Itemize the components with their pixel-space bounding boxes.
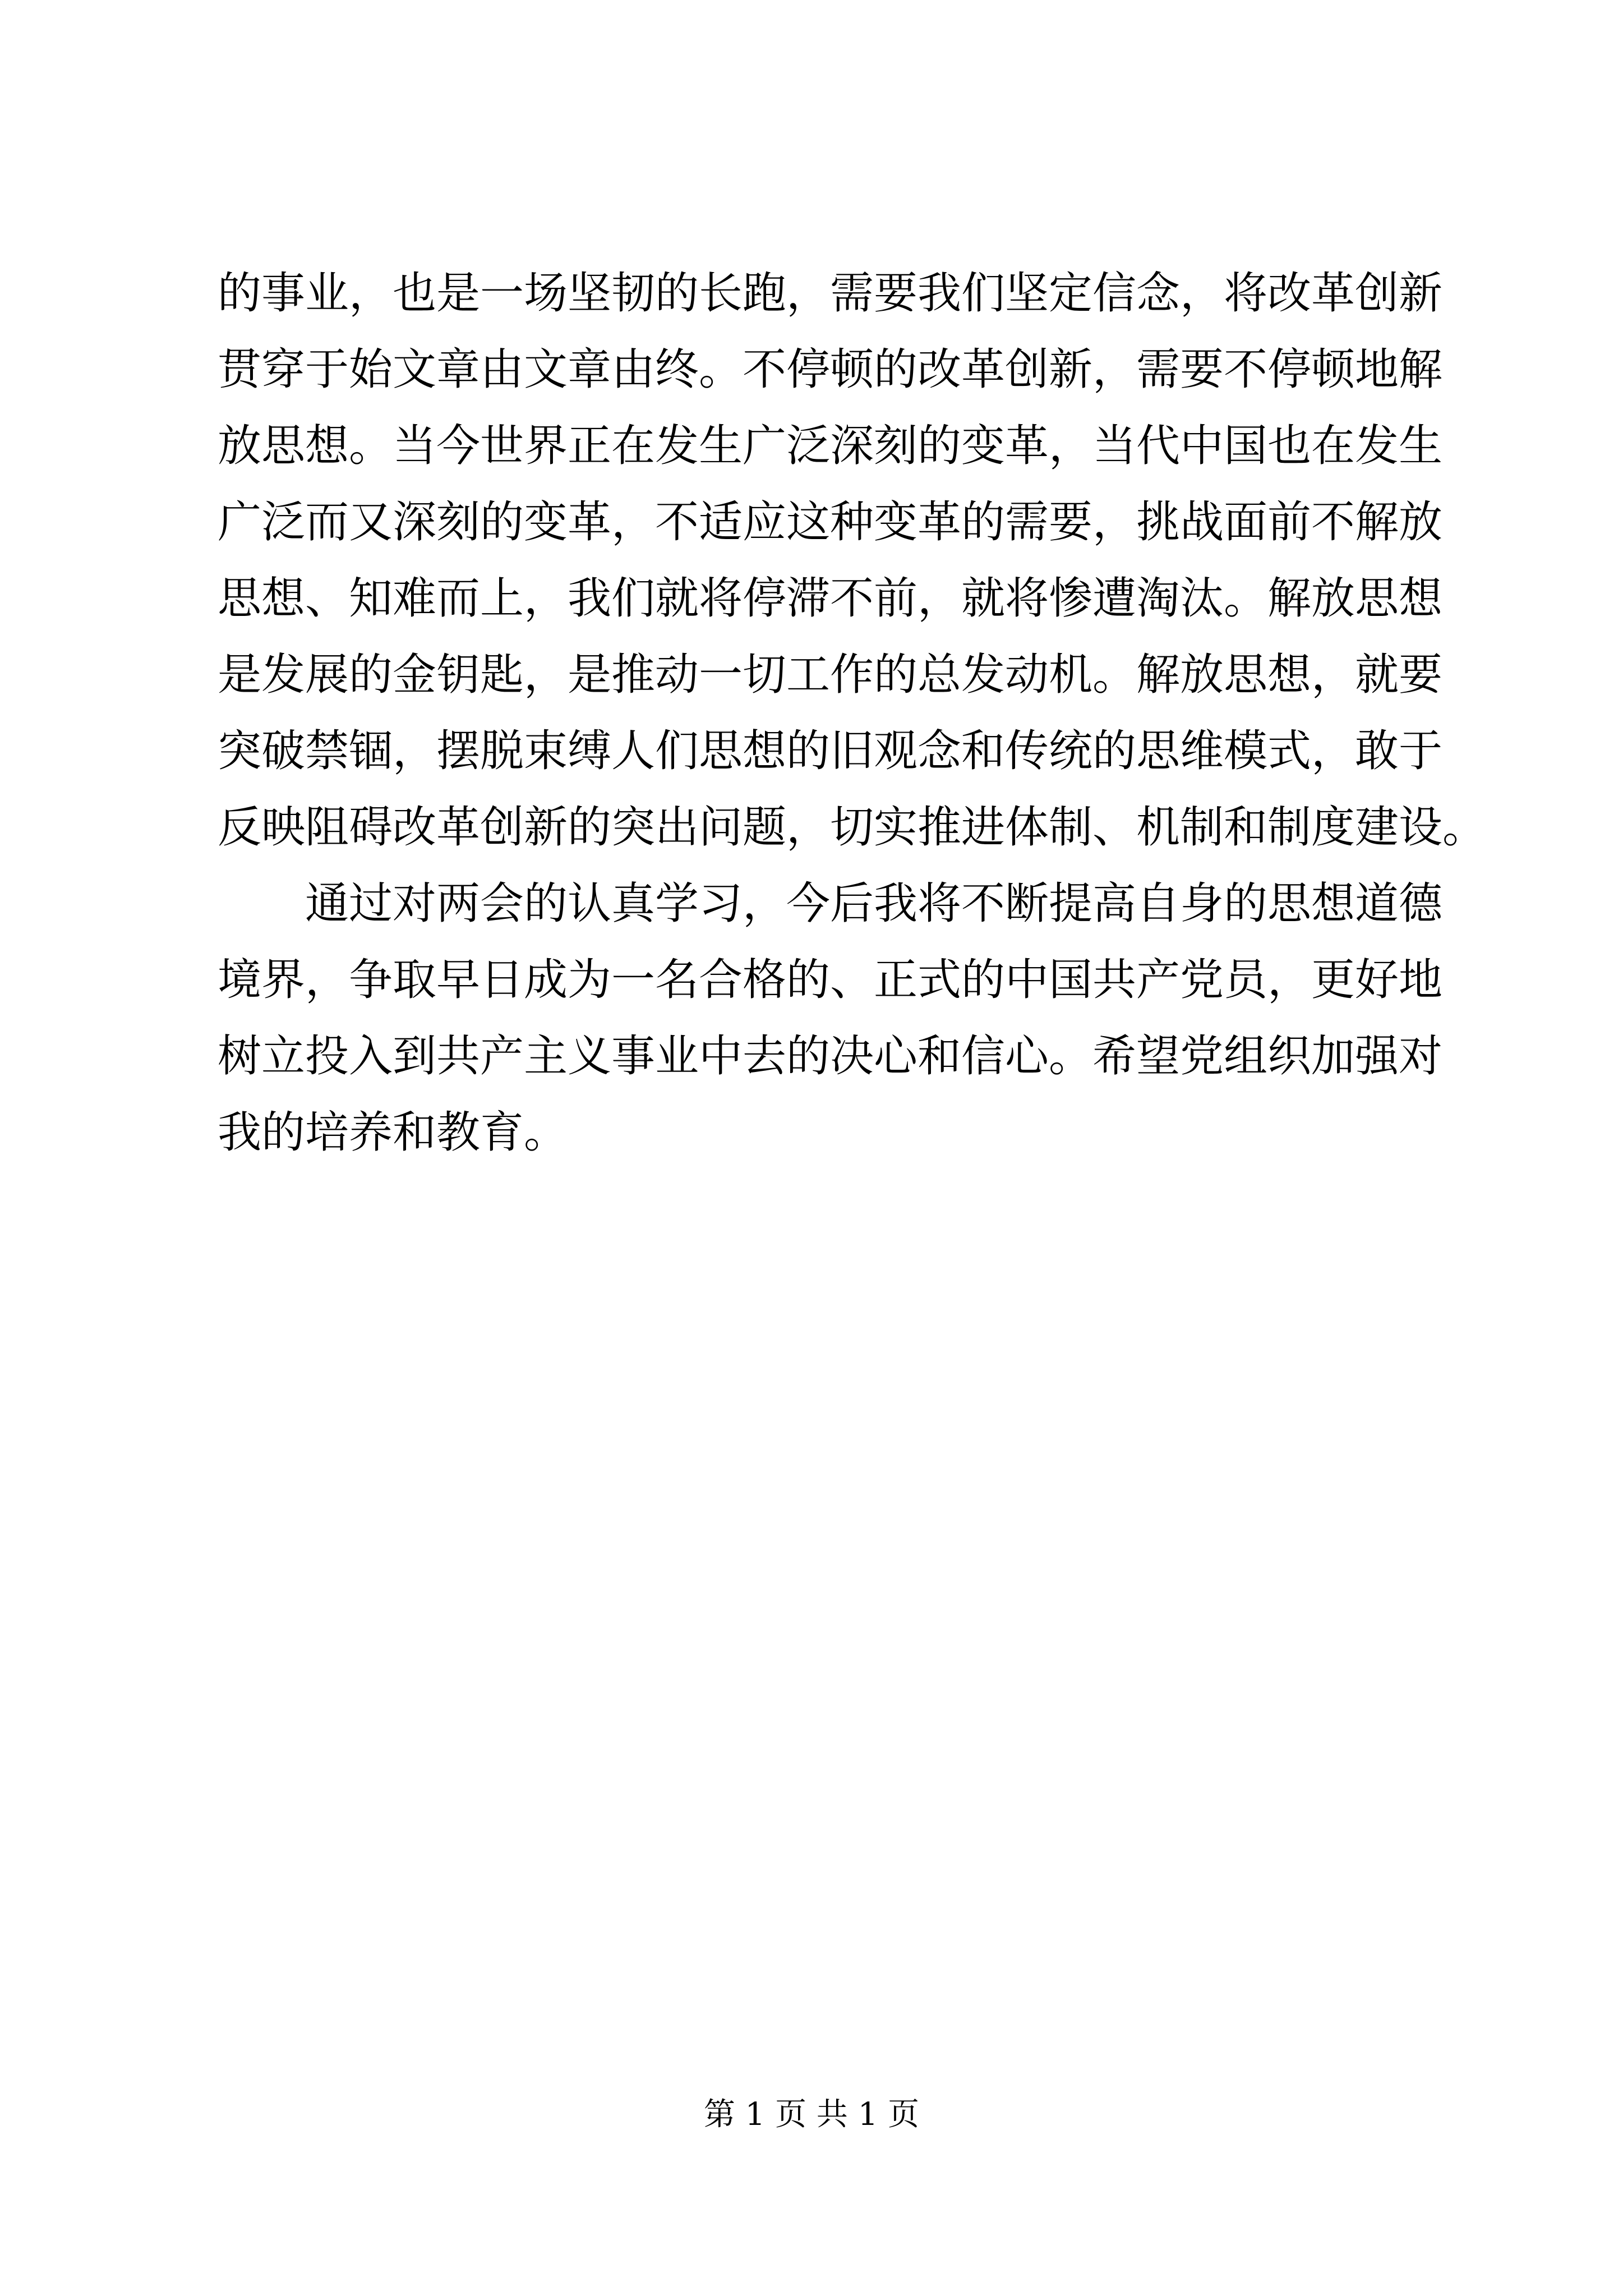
paragraph-1-line-6: 是发展的金钥匙，是推动一切工作的总发动机。解放思想，就要	[218, 650, 1443, 700]
paragraph-1-line-4: 广泛而又深刻的变革，不适应这种变革的需要，挑战面前不解放	[218, 497, 1443, 547]
paragraph-1-line-5: 思想、知难而上，我们就将停滞不前，就将惨遭淘汰。解放思想	[218, 573, 1443, 624]
page-number-label: 第 1 页 共 1 页	[703, 2096, 920, 2133]
paragraph-2-line-4: 我的培养和教育。	[218, 1107, 568, 1158]
paragraph-1-line-8: 反映阻碍改革创新的突出问题，切实推进体制、机制和制度建设。	[218, 802, 1487, 853]
paragraph-1-line-2: 贯穿于始文章由文章由终。不停顿的改革创新，需要不停顿地解	[218, 344, 1443, 395]
paragraph-2-line-2: 境界，争取早日成为一名合格的、正式的中国共产党员，更好地	[218, 955, 1443, 1005]
paragraph-2-line-3: 树立投入到共产主义事业中去的决心和信心。希望党组织加强对	[218, 1031, 1443, 1082]
paragraph-1-line-1: 的事业，也是一场坚韧的长跑，需要我们坚定信念，将改革创新	[218, 268, 1443, 319]
paragraph-1	[218, 255, 1487, 866]
paragraph-2	[218, 866, 1443, 1171]
paragraph-1-line-3: 放思想。当今世界正在发生广泛深刻的变革，当代中国也在发生	[218, 421, 1443, 471]
document-body	[218, 255, 1487, 1171]
paragraph-1-line-7: 突破禁锢，摆脱束缚人们思想的旧观念和传统的思维模式，敢于	[218, 726, 1443, 776]
paragraph-2-line-1: 通过对两会的认真学习，今后我将不断提高自身的思想道德	[218, 878, 1443, 929]
page-footer	[0, 2092, 1623, 2137]
